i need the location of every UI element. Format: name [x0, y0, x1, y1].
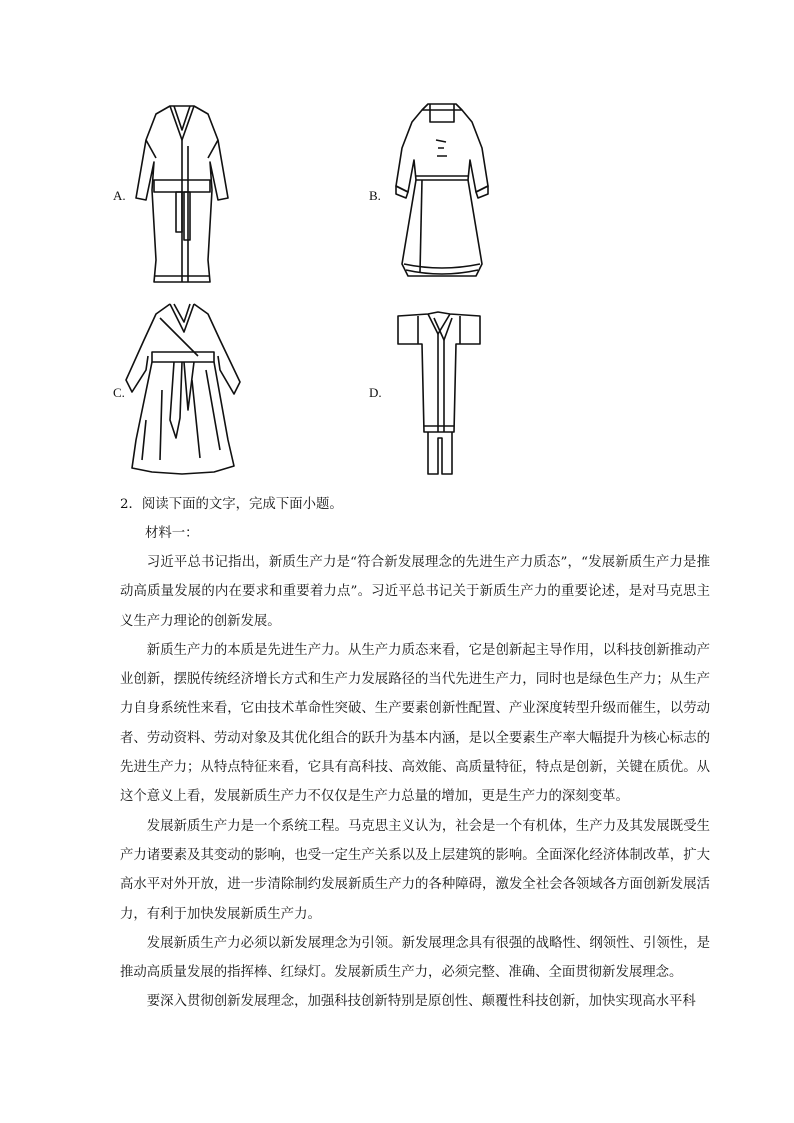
option-label-c: C.: [113, 385, 125, 400]
paragraph-4: 发展新质生产力必须以新发展理念为引领。新发展理念具有很强的战略性、纲领性、引领性，是推动高质量发展的指挥棒、红绿灯。发展新质生产力，必须完整、准确、全面贯彻新发展理念。: [120, 935, 710, 981]
wide-sleeve-coat-illustration: [394, 308, 484, 478]
question-heading: 2．阅读下面的文字，完成下面小题。: [120, 497, 343, 512]
flowing-robe-illustration: [122, 300, 244, 478]
robe-with-belt-illustration: [132, 100, 232, 288]
material-title: 材料一：: [145, 526, 199, 541]
option-label-d: D.: [369, 385, 382, 400]
option-label-b: B.: [369, 188, 381, 203]
long-dress-illustration: [392, 100, 492, 288]
paragraph-1: 习近平总书记指出，新质生产力是“符合新发展理念的先进生产力质态”，“发展新质生产力是推动高质量发展的内在要求和重要着力点”。习近平总书记关于新质生产力的重要论述，是对马克思主义生产力理论的创新发展。: [120, 555, 710, 629]
option-label-a: A.: [113, 188, 126, 203]
paragraph-5: 要深入贯彻创新发展理念，加强科技创新特别是原创性、颠覆性科技创新，加快实现高水平科: [146, 994, 696, 1010]
article-body: [120, 548, 710, 1017]
paragraph-3: 发展新质生产力是一个系统工程。马克思主义认为，社会是一个有机体，生产力及其发展既受生产力诸要素及其变动的影响，也受一定生产关系以及上层建筑的影响。全面深化经济体制改革，扩大高水平对外开放，进一步清除制约发展新质生产力的各种障碍，激发全社会各领域各方面创新发展活力，有利于加快发展新质生产力。: [120, 818, 710, 922]
paragraph-2: 新质生产力的本质是先进生产力。从生产力质态来看，它是创新起主导作用，以科技创新推动产业创新，摆脱传统经济增长方式和生产力发展路径的当代先进生产力，同时也是绿色生产力；从生产力自身系统性来看，它由技术革命性突破、生产要素创新性配置、产业深度转型升级而催生，以劳动者、劳动资料、劳动对象及其优化组合的跃升为基本内涵，是以全要素生产率大幅提升为核心标志的先进生产力；从特点特征来看，它具有高科技、高效能、高质量特征，特点是创新，关键在质优。从这个意义上看，发展新质生产力不仅仅是生产力总量的增加，更是生产力的深刻变革。: [120, 642, 710, 805]
